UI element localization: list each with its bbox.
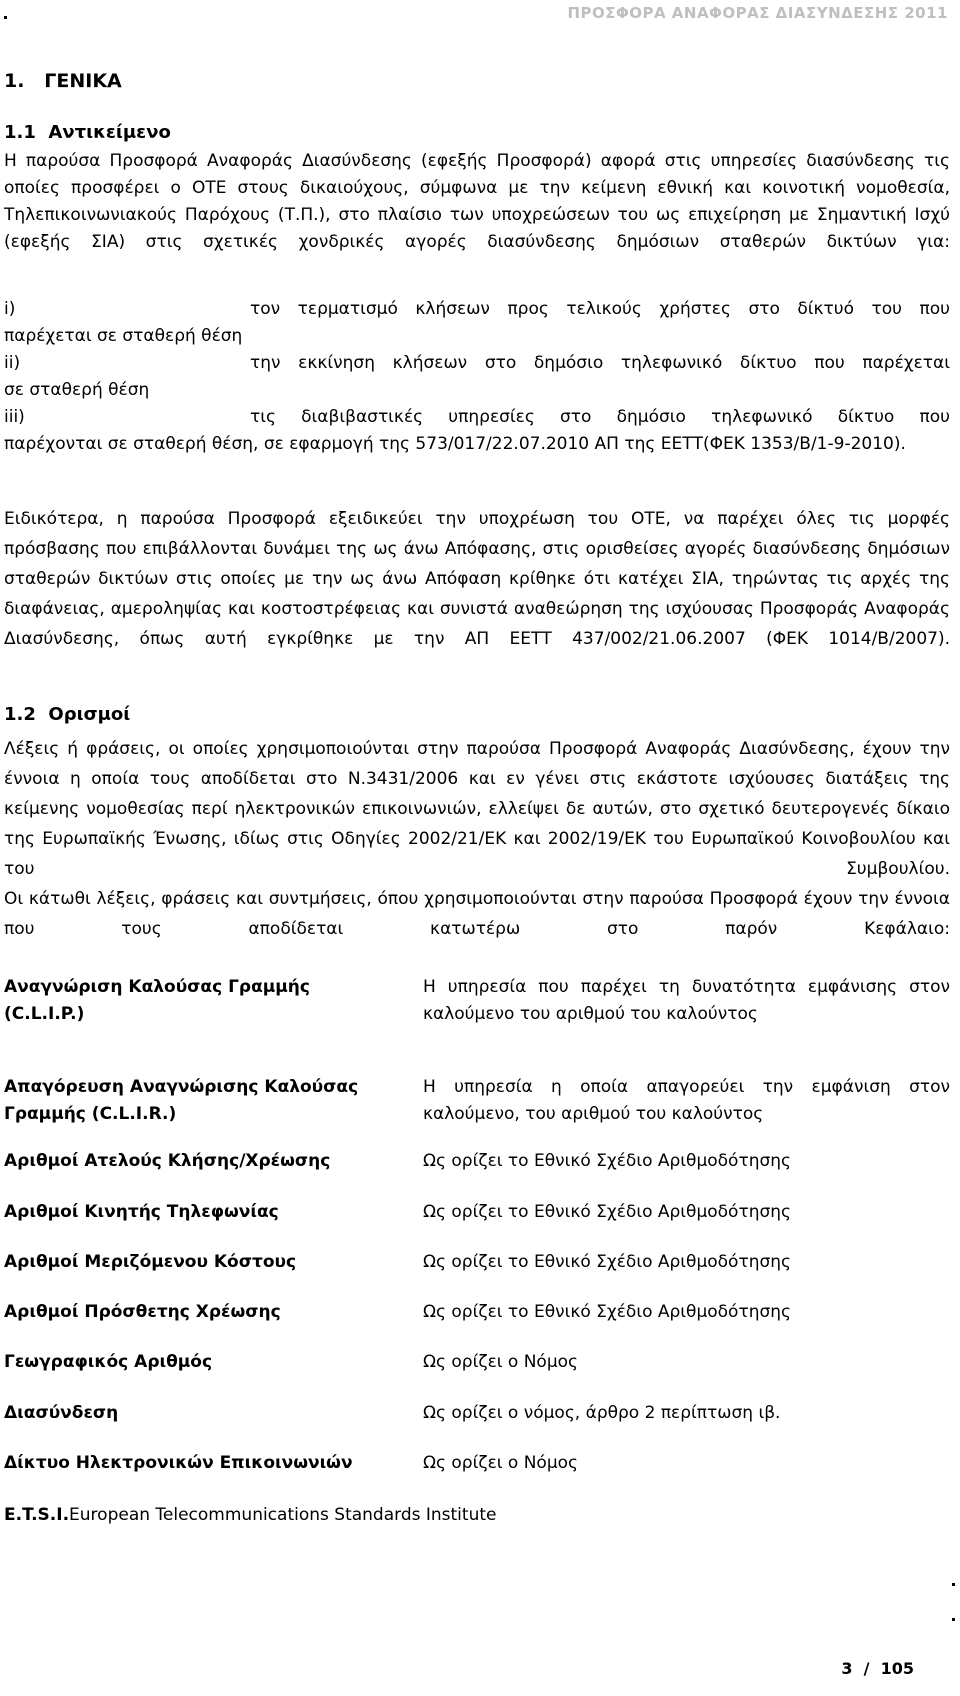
definition-term: Γεωγραφικός Αριθμός	[4, 1352, 213, 1372]
definition-description: Η υπηρεσία που παρέχει τη δυνατότητα εμφάνισης στον καλούμενο του αριθμού του καλούντος	[423, 977, 950, 1024]
definition-description: Ως ορίζει ο Νόμος	[423, 1352, 579, 1372]
list-item	[4, 404, 950, 458]
subsection-title-subject: 1.1 Αντικείμενο	[4, 122, 171, 143]
list-item-number: iii)	[4, 407, 25, 427]
definition-term: Αριθμοί Κινητής Τηλεφωνίας	[4, 1202, 279, 1222]
list-item-text: την εκκίνηση κλήσεων στο δημόσιο τηλεφωνικό δίκτυο που παρέχεται	[250, 353, 950, 373]
definition-term: Διασύνδεση	[4, 1403, 119, 1423]
etsi-abbreviation: E.T.S.I.	[4, 1505, 70, 1525]
etsi-definition	[4, 1505, 496, 1525]
definition-term: Αριθμοί Μεριζόμενου Κόστους	[4, 1252, 297, 1272]
definition-term: Αριθμοί Πρόσθετης Χρέωσης	[4, 1302, 281, 1322]
list-item-continuation: παρέχεται σε σταθερή θέση	[4, 326, 243, 346]
list-item-continuation: σε σταθερή θέση	[4, 380, 150, 400]
section-title-general: 1. ΓΕΝΙΚΑ	[4, 70, 122, 92]
definitions-lead-paragraph: Οι κάτωθι λέξεις, φράσεις και συντμήσεις, όπου χρησιμοποιούνται στην παρούσα Προσφορά έχουν την έννοια που τους αποδίδεται κατωτέρω στο παρόν Κεφάλαιο:	[4, 889, 950, 939]
list-item-text: τις διαβιβαστικές υπηρεσίες στο δημόσιο τηλεφωνικό δίκτυο που	[250, 407, 950, 427]
list-item-continuation: παρέχονται σε σταθερή θέση, σε εφαρμογή της 573/017/22.07.2010 ΑΠ της ΕΕΤΤ(ΦΕΚ 1353/Β/1-9-2010).	[4, 434, 906, 454]
list-item	[4, 296, 950, 350]
corner-mark-right	[952, 1583, 955, 1586]
definition-description: Ως ορίζει το Εθνικό Σχέδιο Αριθμοδότησης	[423, 1252, 791, 1272]
definition-description: Ως ορίζει το Εθνικό Σχέδιο Αριθμοδότησης	[423, 1202, 791, 1222]
list-item	[4, 350, 950, 404]
definition-description: Ως ορίζει ο νόμος, άρθρο 2 περίπτωση ιβ.	[423, 1403, 781, 1423]
corner-mark-top	[4, 16, 7, 19]
list-item-text: τον τερματισμό κλήσεων προς τελικούς χρήστες στο δίκτυό του που	[250, 299, 950, 319]
etsi-full-name: European Telecommunications Standards Institute	[69, 1505, 497, 1525]
subject-paragraph: Η παρούσα Προσφορά Αναφοράς Διασύνδεσης (εφεξής Προσφορά) αφορά στις υπηρεσίες διασύνδεσης τις οποίες προσφέρει ο ΟΤΕ στους δικαιούχους, σύμφωνα με την κείμενη εθνική και κοινοτική νομοθεσία, Τηλεπικοινωνιακούς Παρόχους (Τ.Π.), στο πλαίσιο των υποχρεώσεων του ως επιχείρηση με Σημαντική Ισχύ (εφεξής ΣΙΑ) στις σχετικές χονδρικές αγορές διασύνδεσης δημόσιων σταθερών δικτύων για:	[4, 151, 950, 252]
specific-paragraph: Ειδικότερα, η παρούσα Προσφορά εξειδικεύει την υποχρέωση του ΟΤΕ, να παρέχει όλες τις μορφές πρόσβασης που επιβάλλονται δυνάμει της ως άνω Απόφασης, στις ορισθείσες αγορές διασύνδεσης δημόσιων σταθερών δικτύων στις οποίες με την ως άνω Απόφαση κρίθηκε ότι κατέχει ΣΙΑ, τηρώντας τις αρχές της διαφάνειας, αμεροληψίας και κοστοστρέφειας και συνιστά αναθεώρηση της ισχύουσας Προσφοράς Αναφοράς Διασύνδεσης, όπως αυτή εγκρίθηκε με την ΑΠ ΕΕΤΤ 437/002/21.06.2007 (ΦΕΚ 1014/Β/2007).	[4, 509, 950, 649]
definition-term: Δίκτυο Ηλεκτρονικών Επικοινωνιών	[4, 1453, 353, 1473]
definition-description: Ως ορίζει το Εθνικό Σχέδιο Αριθμοδότησης	[423, 1151, 791, 1171]
list-item-number: i)	[4, 299, 16, 319]
definition-term: Αναγνώριση Καλούσας Γραμμής (C.L.I.P.)	[4, 977, 310, 1024]
subsection-title-definitions: 1.2 Ορισμοί	[4, 704, 131, 725]
definition-term: Αριθμοί Ατελούς Κλήσης/Χρέωσης	[4, 1151, 331, 1171]
definitions-intro-paragraph: Λέξεις ή φράσεις, οι οποίες χρησιμοποιούνται στην παρούσα Προσφορά Αναφοράς Διασύνδεσης, έχουν την έννοια η οποία τους αποδίδεται στο Ν.3431/2006 και εν γένει στις εκάστοτε ισχύουσες διατάξεις της κείμενης νομοθεσίας περί ηλεκτρονικών επικοινωνιών, ελλείψει δε αυτών, στο σχετικό δευτερογενές δίκαιο της Ευρωπαϊκής Ένωσης, ιδίως στις Οδηγίες 2002/21/ΕΚ και 2002/19/ΕΚ του Ευρωπαϊκού Κοινοβουλίου και του Συμβουλίου.	[4, 739, 950, 879]
definition-description: Η υπηρεσία η οποία απαγορεύει την εμφάνιση στον καλούμενο, του αριθμού του καλούντος	[423, 1077, 950, 1124]
corner-mark-bottom	[952, 1618, 955, 1621]
definition-description: Ως ορίζει ο Νόμος	[423, 1453, 579, 1473]
page-number: 3 / 105	[841, 1659, 914, 1678]
document-header: ΠΡΟΣΦΟΡΑ ΑΝΑΦΟΡΑΣ ΔΙΑΣΥΝΔΕΣΗΣ 2011	[567, 4, 948, 22]
list-item-number: ii)	[4, 353, 21, 373]
definition-term: Απαγόρευση Αναγνώρισης Καλούσας Γραμμής (C.L.I.R.)	[4, 1077, 359, 1124]
definition-description: Ως ορίζει το Εθνικό Σχέδιο Αριθμοδότησης	[423, 1302, 791, 1322]
